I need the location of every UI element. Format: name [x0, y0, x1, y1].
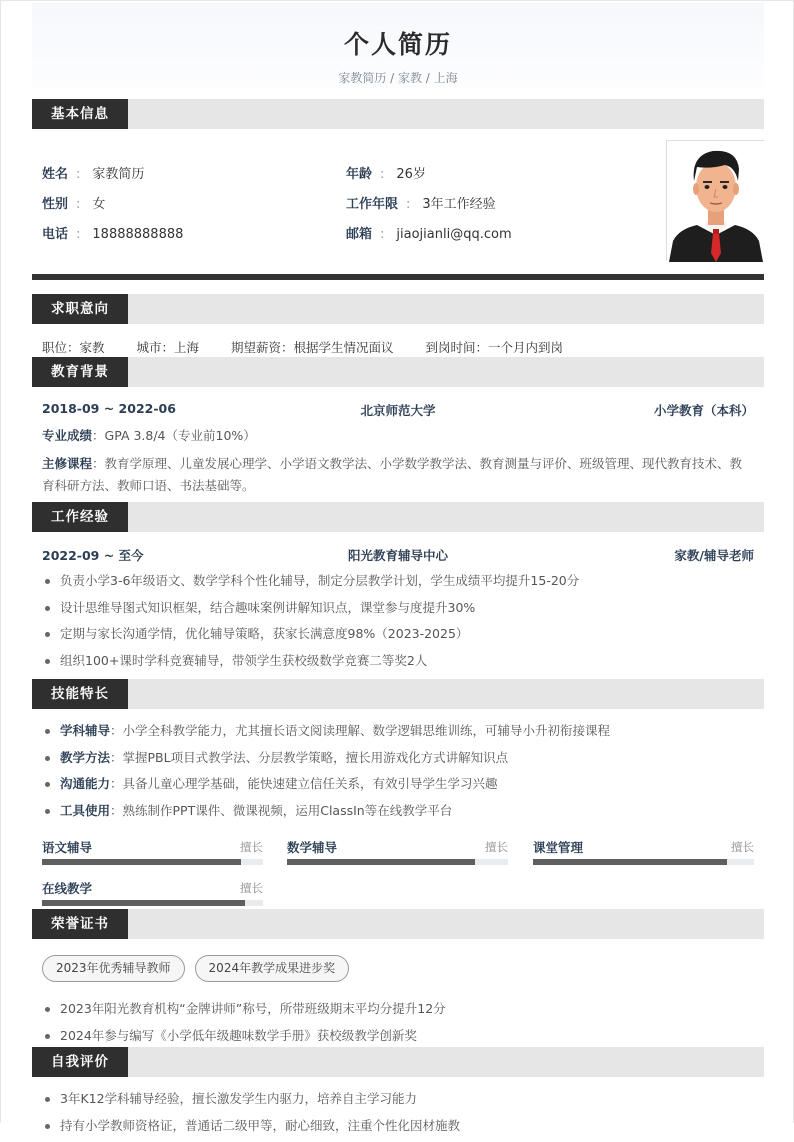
avatar-illustration-icon [667, 141, 765, 262]
work-company: 阳光教育辅导中心 [347, 548, 448, 563]
skill-track [287, 859, 508, 865]
honor-tags [42, 955, 359, 982]
education-major: 小学教育（本科） [653, 403, 754, 418]
page-subtitle: 家教简历 / 家教 / 上海 [338, 71, 458, 85]
section-divider [32, 274, 764, 280]
list-item: 持有小学教师资格证，普通话二级甲等，耐心细致，注重个性化因材施教 [42, 1116, 754, 1142]
field-email: 邮箱 : jiaojianli@qq.com [346, 227, 512, 242]
skill-level: 擅长 [240, 840, 263, 854]
section-header-basic [32, 99, 764, 129]
field-label: 姓名 [42, 167, 69, 182]
intent-salary: 期望薪资：根据学生情况面议 [231, 340, 394, 355]
skill-name: 数学辅导 [287, 840, 338, 855]
field-phone: 电话 : 18888888888 [42, 227, 184, 242]
section-header-intent [32, 294, 764, 324]
self-eval-list [42, 1089, 754, 1142]
section-title: 自我评价 [32, 1047, 128, 1077]
work-period: 2022-09 ~ 至今 [42, 548, 144, 563]
honor-tag: 2024年教学成果进步奖 [195, 955, 350, 982]
field-label: 邮箱 [346, 227, 373, 242]
skill-name: 课堂管理 [533, 840, 584, 855]
section-header-honors [32, 909, 764, 939]
education-school: 北京师范大学 [360, 403, 436, 418]
intent-position: 职位：家教 [42, 340, 105, 355]
field-value: 3年工作经验 [422, 197, 496, 212]
section-title: 求职意向 [32, 294, 128, 324]
skill-bar-chinese [42, 838, 263, 856]
list-item: 定期与家长沟通学情，优化辅导策略，获家长满意度98%（2023-2025） [42, 624, 754, 651]
honor-tag: 2023年优秀辅导教师 [42, 955, 185, 982]
page-title: 个人简历 [343, 30, 452, 59]
work-duties-list [42, 571, 754, 678]
gpa-label: 专业成绩 [42, 428, 93, 443]
job-intent-row [42, 338, 591, 356]
section-header-skills [32, 679, 764, 709]
skill-level: 擅长 [240, 881, 263, 895]
list-item: 设计思维导图式知识框架，结合趣味案例讲解知识点，课堂参与度提升30% [42, 598, 754, 625]
field-value: 家教简历 [92, 167, 145, 182]
field-value: 26岁 [396, 167, 426, 182]
list-item: 工具使用：熟练制作PPT课件、微课视频，运用ClassIn等在线教学平台 [42, 801, 754, 828]
skill-track [42, 900, 263, 906]
list-item: 2024年参与编写《小学低年级趣味数学手册》获校级教学创新奖 [42, 1026, 754, 1053]
list-item: 教学方法：掌握PBL项目式教学法、分层教学策略，擅长用游戏化方式讲解知识点 [42, 748, 754, 775]
field-gender: 性别 : 女 [42, 197, 106, 212]
field-value: 女 [92, 197, 106, 212]
list-item: 2023年阳光教育机构“金牌讲师”称号，所带班级期末平均分提升12分 [42, 999, 754, 1026]
list-item: 负责小学3-6年级语文、数学学科个性化辅导，制定分层教学计划，学生成绩平均提升15-20分 [42, 571, 754, 598]
skill-fill [533, 859, 727, 865]
section-header-work [32, 502, 764, 532]
field-label: 性别 [42, 197, 69, 212]
education-gpa [42, 425, 754, 447]
courses-value: ：教育学原理、儿童发展心理学、小学语文教学法、小学数学教学法、教育测量与评价、班级管理、现代教育技术、教育科研方法、教师口语、书法基础等。 [42, 456, 743, 493]
field-name: 姓名 : 家教简历 [42, 167, 145, 182]
field-label: 年龄 [346, 167, 373, 182]
list-item: 沟通能力：具备儿童心理学基础，能快速建立信任关系，有效引导学生学习兴趣 [42, 774, 754, 801]
list-item: 组织100+课时学科竞赛辅导，带领学生获校级数学竞赛二等奖2人 [42, 651, 754, 678]
resume-header [32, 3, 764, 88]
skill-bar-classroom [533, 838, 754, 856]
skill-track [42, 859, 263, 865]
skill-track [533, 859, 754, 865]
skill-fill [287, 859, 475, 865]
section-header-education [32, 357, 764, 387]
section-title: 教育背景 [32, 357, 128, 387]
skill-level: 擅长 [731, 840, 754, 854]
intent-arrival: 到岗时间：一个月内到岗 [425, 340, 564, 355]
section-title: 基本信息 [32, 99, 128, 129]
skill-name: 在线教学 [42, 881, 93, 896]
list-item: 学科辅导：小学全科教学能力，尤其擅长语文阅读理解、数学逻辑思维训练，可辅导小升初衔接课程 [42, 721, 754, 748]
skill-level: 擅长 [485, 840, 508, 854]
section-title: 工作经验 [32, 502, 128, 532]
work-role: 家教/辅导老师 [674, 548, 754, 563]
list-item: 3年K12学科辅导经验，擅长激发学生内驱力，培养自主学习能力 [42, 1089, 754, 1116]
honors-list [42, 999, 754, 1052]
skills-list [42, 721, 754, 828]
skill-bar-online [42, 879, 263, 897]
field-label: 电话 [42, 227, 69, 242]
section-title: 荣誉证书 [32, 909, 128, 939]
field-experience: 工作年限 : 3年工作经验 [346, 197, 496, 212]
education-courses [42, 453, 754, 497]
courses-label: 主修课程 [42, 456, 93, 471]
gpa-value: ：GPA 3.8/4（专业前10%） [92, 428, 256, 443]
intent-city: 城市：上海 [136, 340, 200, 355]
skill-name: 语文辅导 [42, 840, 93, 855]
avatar [666, 140, 764, 261]
section-title: 技能特长 [32, 679, 128, 709]
field-age: 年龄 : 26岁 [346, 167, 426, 182]
education-period: 2018-09 ~ 2022-06 [42, 401, 176, 416]
field-value: 18888888888 [92, 227, 184, 242]
skill-fill [42, 900, 245, 906]
field-label: 工作年限 [346, 197, 399, 212]
section-header-self [32, 1047, 764, 1077]
skill-fill [42, 859, 241, 865]
skill-bar-math [287, 838, 508, 856]
field-value: jiaojianli@qq.com [396, 227, 512, 242]
